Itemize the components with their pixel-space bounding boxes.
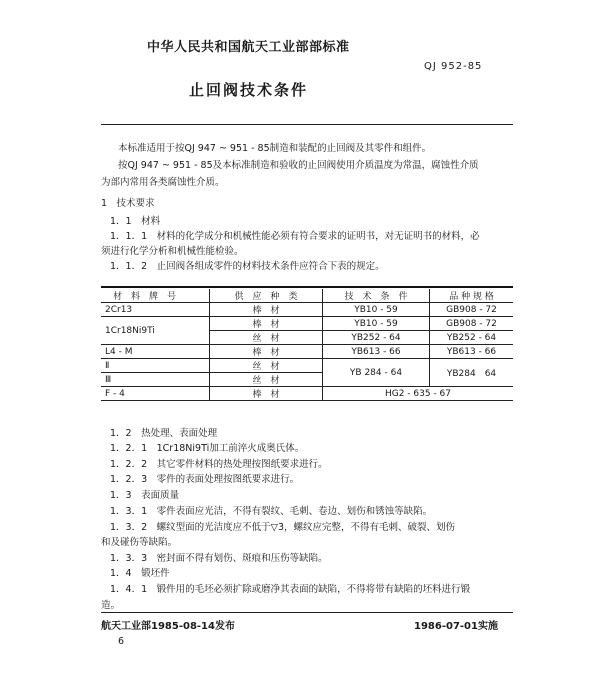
cell-tech: YB10 - 59 [323, 317, 430, 331]
standard-number: QJ 952-85 [424, 61, 483, 72]
cell-supply: 棒 材 [210, 387, 323, 401]
footer-rule [101, 612, 513, 613]
clause-1-4-1-line-1: 1．4．1 锻件用的毛坯必须扩除或磨净其表面的缺陷，不得将带有缺陷的坯料进行锻 [110, 584, 471, 595]
cell-spec: YB613 - 66 [430, 345, 514, 359]
clause-1-1-1-line-2: 须进行化学分析和机械性能检验。 [101, 246, 244, 257]
cell-supply: 棒 材 [210, 303, 323, 317]
clause-1-3-3: 1．3．3 密封面不得有划伤、斑痕和压伤等缺陷。 [110, 553, 328, 564]
cell-tech: YB252 - 64 [323, 331, 430, 345]
cell-spec: GB908 - 72 [430, 303, 514, 317]
clause-1-3-1: 1．3．1 零件表面应光洁，不得有裂纹、毛刺、卷边、划伤和锈蚀等缺陷。 [110, 506, 433, 517]
cell-tech: YB 284 - 64 [323, 359, 430, 387]
cell-tech: YB613 - 66 [323, 345, 430, 359]
section-1-1-heading: 1．1 材料 [110, 216, 161, 227]
table-row [101, 359, 513, 373]
section-1-4-heading: 1．4 锻坯件 [110, 568, 170, 579]
cell-supply: 棒 材 [210, 317, 323, 331]
issue-date: 航天工业部1985-08-14发布 [101, 621, 235, 632]
clause-1-1-2: 1．1．2 止回阀各组成零件的材料技术条件应符合下表的规定。 [110, 261, 385, 272]
clause-1-3-2-line-1: 1．3．2 螺纹型面的光洁度应不低于▽3，螺纹应完整，不得有毛刺、破裂、划伤 [110, 522, 455, 533]
clause-1-2-3: 1．2．3 零件的表面处理按图纸要求进行。 [110, 474, 300, 485]
cell-spec: GB908 - 72 [430, 317, 514, 331]
cell-grade: Ⅱ [101, 359, 210, 373]
cell-grade: L4 - M [105, 346, 133, 357]
clause-1-3-2-line-2: 和及碰伤等缺陷。 [101, 537, 178, 548]
cell-grade: 2Cr13 [105, 304, 133, 315]
cell-supply: 丝 材 [210, 373, 323, 387]
header-tech-condition: 技 术 条 件 [323, 289, 430, 303]
cell-grade: F - 4 [105, 388, 125, 399]
clause-1-2-2: 1．2．2 其它零件材料的热处理按图纸要求进行。 [110, 459, 328, 470]
cell-spec: YB252 - 64 [430, 331, 514, 345]
intro-line-1: 本标准适用于按QJ 947 ~ 951 - 85制造和装配的止回阀及其零件和组件。 [118, 143, 432, 154]
header-rule [101, 124, 513, 125]
document-title: 止回阀技术条件 [189, 81, 309, 99]
cell-tech: YB10 - 59 [323, 303, 430, 317]
table-header-row [101, 289, 513, 303]
cell-grade: Ⅲ [105, 374, 112, 385]
intro-line-2: 按QJ 947 ~ 951 - 85及本标准制造和验收的止回阀使用介质温度为常温，腐蚀性介质 [118, 160, 479, 171]
header-spec: 品 种 规 格 [430, 289, 514, 303]
table-row [101, 345, 513, 359]
section-1-heading: 1 技术要求 [101, 198, 155, 209]
material-table [101, 289, 513, 401]
cell-supply: 丝 材 [210, 359, 323, 373]
cell-spec: YB284 64 [430, 359, 514, 387]
cell-tech-merged: HG2 - 635 - 67 [323, 387, 514, 401]
cell-grade: 1Cr18Ni9Ti [101, 317, 210, 345]
section-1-3-heading: 1．3 表面质量 [110, 490, 180, 501]
section-1-2-heading: 1．2 热处理、表面处理 [110, 428, 218, 439]
page-number: 6 [118, 636, 125, 647]
header-supply-type: 供 应 种 类 [210, 289, 323, 303]
table-top-rule [101, 286, 513, 288]
clause-1-4-1-line-2: 造。 [101, 600, 121, 611]
table-row [101, 303, 513, 317]
clause-1-1-1-line-1: 1．1．1 材料的化学成分和机械性能必须有符合要求的证明书，对无证明书的材料，必 [110, 231, 480, 242]
cell-supply: 丝 材 [210, 331, 323, 345]
header-material-grade: 材 料 牌 号 [113, 292, 177, 302]
cell-supply: 棒 材 [210, 345, 323, 359]
issuing-body: 中华人民共和国航天工业部部标准 [147, 40, 350, 55]
effective-date: 1986-07-01实施 [414, 621, 498, 632]
clause-1-2-1: 1．2．1 1Cr18Ni9Ti加工前淬火成奥氏体。 [110, 443, 305, 454]
table-row [101, 317, 513, 331]
intro-line-3: 为部内常用各类腐蚀性介质。 [101, 177, 225, 188]
table-row [101, 387, 513, 401]
